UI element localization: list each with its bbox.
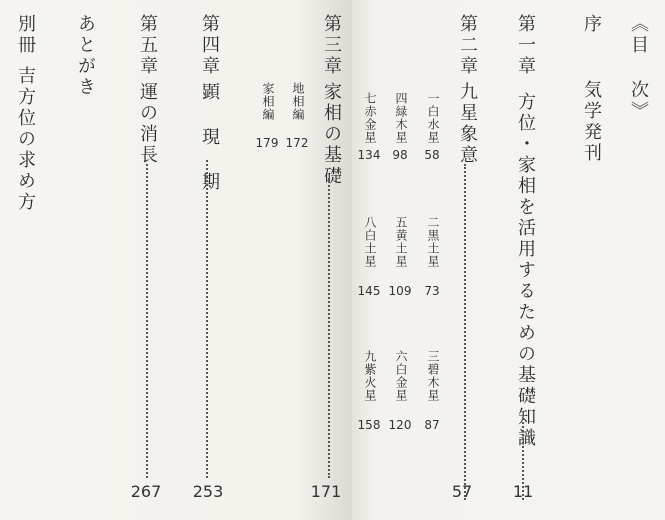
chapter-1-label: 第一章 bbox=[515, 14, 536, 77]
chapter-2-leader-dots bbox=[464, 164, 466, 500]
chapter-3-page: 171 bbox=[310, 482, 342, 501]
chapter-4-title: 顕 現 期 bbox=[199, 82, 220, 193]
chapter-3-title: 家相の基礎 bbox=[321, 82, 342, 187]
star-page: 87 bbox=[424, 418, 440, 432]
star-name: 一白水星 bbox=[426, 92, 440, 144]
preface-label: 序 bbox=[581, 14, 602, 35]
star-name: 四緑木星 bbox=[394, 92, 408, 144]
preface-title: 気学発刊 bbox=[581, 80, 602, 164]
star-page: 134 bbox=[357, 148, 381, 162]
chapter-5-leader-dots bbox=[146, 164, 148, 478]
chapter-1-title: 方位・家相を活用するための基礎知識 bbox=[515, 92, 536, 449]
star-page: 145 bbox=[357, 284, 381, 298]
star-page: 58 bbox=[424, 148, 440, 162]
chapter-2-title: 九星象意 bbox=[457, 82, 478, 166]
chapter-5-label: 第五章 bbox=[137, 14, 158, 77]
toc-heading: 《目 次》 bbox=[628, 14, 649, 122]
chapter-4-page: 253 bbox=[192, 482, 224, 501]
star-name: 三碧木星 bbox=[426, 350, 440, 402]
star-page: 73 bbox=[424, 284, 440, 298]
star-name: 二黒土星 bbox=[426, 216, 440, 268]
appendix-title: 吉方位の求め方 bbox=[15, 66, 36, 213]
chapter-1-page: 11 bbox=[512, 482, 534, 501]
star-name: 五黄土星 bbox=[394, 216, 408, 268]
star-name: 六白金星 bbox=[394, 350, 408, 402]
star-name: 八白土星 bbox=[363, 216, 377, 268]
chapter-3-subsection-page: 179 bbox=[255, 136, 279, 150]
chapter-3-label: 第三章 bbox=[321, 14, 342, 77]
star-name: 九紫火星 bbox=[363, 350, 377, 402]
star-page: 158 bbox=[357, 418, 381, 432]
star-page: 98 bbox=[392, 148, 408, 162]
chapter-2-label: 第二章 bbox=[457, 14, 478, 77]
chapter-3-leader-dots bbox=[328, 178, 330, 478]
star-page: 120 bbox=[388, 418, 412, 432]
chapter-3-subsection-page: 172 bbox=[285, 136, 309, 150]
chapter-4-leader-dots bbox=[206, 160, 208, 478]
chapter-5-title: 運の消長 bbox=[137, 82, 158, 166]
chapter-5-page: 267 bbox=[130, 482, 162, 501]
chapter-3-subsection: 家相編 bbox=[261, 82, 275, 121]
afterword-title: あとがき bbox=[75, 14, 96, 98]
appendix-label: 別冊 bbox=[15, 14, 36, 56]
star-page: 109 bbox=[388, 284, 412, 298]
chapter-4-label: 第四章 bbox=[199, 14, 220, 77]
chapter-2-page: 57 bbox=[451, 482, 473, 501]
star-name: 七赤金星 bbox=[363, 92, 377, 144]
chapter-3-subsection: 地相編 bbox=[291, 82, 305, 121]
